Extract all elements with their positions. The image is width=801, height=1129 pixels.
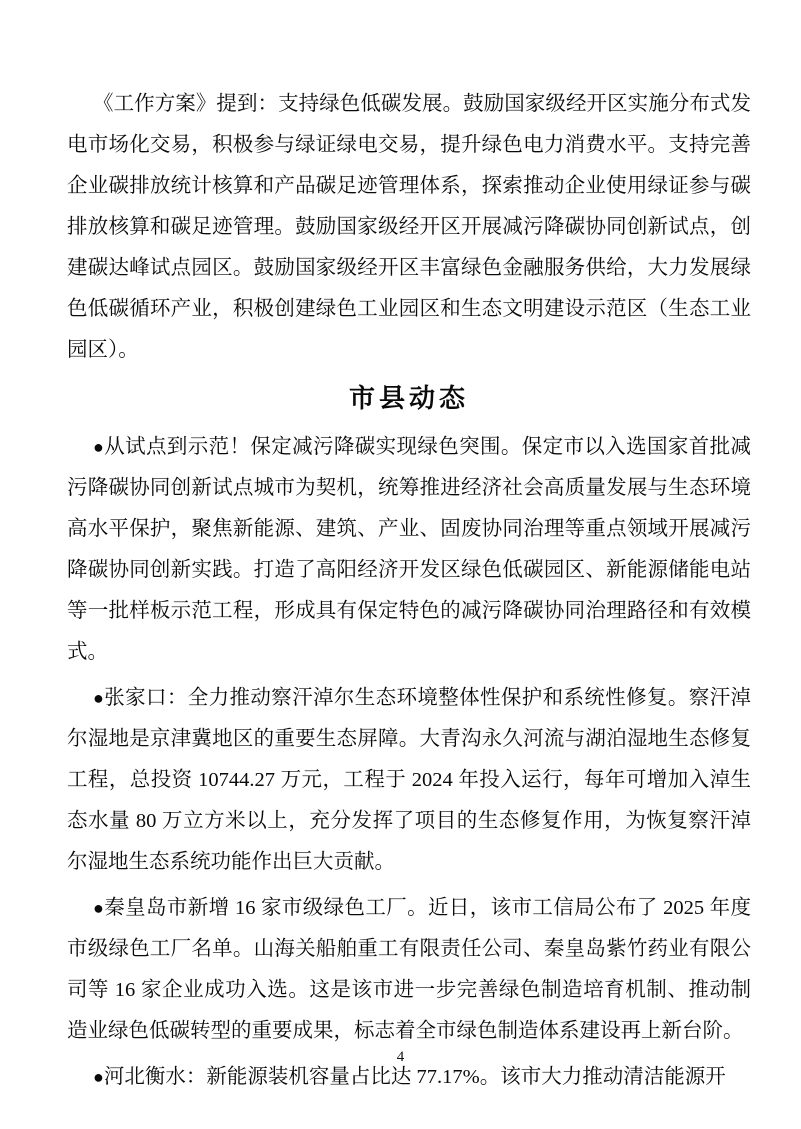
bullet-icon: ● bbox=[93, 437, 105, 457]
intro-paragraph: 《工作方案》提到：支持绿色低碳发展。鼓励国家级经开区实施分布式发电市场化交易，积极参与绿证绿电交易，提升绿色电力消费水平。支持完善企业碳排放统计核算和产品碳足迹管理体系，探索推动企业使用绿证参与碳排放核算和碳足迹管理。鼓励国家级经开区开展减污降碳协同创新试点，创建碳达峰试点园区。鼓励国家级经开区丰富绿色金融服务供给，大力发展绿色低碳循环产业，积极创建绿色工业园区和生态文明建设示范区（生态工业园区）。 bbox=[67, 93, 751, 361]
page-footer bbox=[0, 1046, 801, 1068]
bullet-paragraph-text: 张家口：全力推动察汗淖尔生态环境整体性保护和系统性修复。察汗淖尔湿地是京津冀地区的重要生态屏障。大青沟永久河流与湖泊湿地生态修复工程，总投资 10744.27 万元，工程于 2024 年投入运行，每年可增加入淖生态水量 80 万立方米以上，充分发挥了项目的生态修复作用，为恢复察汗淖尔湿地生态系统功能作出巨大贡献。 bbox=[67, 687, 751, 873]
bullet-icon: ● bbox=[93, 1067, 104, 1087]
document-body bbox=[67, 84, 751, 1103]
bullet-paragraph-zhangjiakou bbox=[67, 678, 751, 883]
bullet-icon: ● bbox=[93, 898, 105, 918]
bullet-paragraph-text: 从试点到示范！保定减污降碳实现绿色突围。保定市以入选国家首批减污降碳协同创新试点城市为契机，统筹推进经济社会高质量发展与生态环境高水平保护，聚焦新能源、建筑、产业、固废协同治理等重点领域开展减污降碳协同创新实践。打造了高阳经济开发区绿色低碳园区、新能源储能电站等一批样板示范工程，形成具有保定特色的减污降碳协同治理路径和有效模式。 bbox=[67, 436, 751, 663]
section-heading: 市县动态 bbox=[348, 384, 469, 413]
page-number: 4 bbox=[396, 1049, 405, 1065]
bullet-paragraph-qinhuangdao bbox=[67, 888, 751, 1052]
bullet-paragraph-text: 河北衡水：新能源装机容量占比达 77.17%。该市大力推动清洁能源开 bbox=[103, 1066, 726, 1088]
bullet-icon: ● bbox=[93, 688, 105, 708]
bullet-paragraph-baoding bbox=[67, 427, 751, 673]
bullet-paragraph-text: 秦皇岛市新增 16 家市级绿色工厂。近日，该市工信局公布了 2025 年度市级绿色工厂名单。山海关船舶重工有限责任公司、秦皇岛紫竹药业有限公司等 16 家企业成功入选。这是该市进一步完善绿色制造培育机制、推动制造业绿色低碳转型的重要成果，标志着全市绿色制造体系建设再上新台阶。 bbox=[67, 897, 751, 1042]
